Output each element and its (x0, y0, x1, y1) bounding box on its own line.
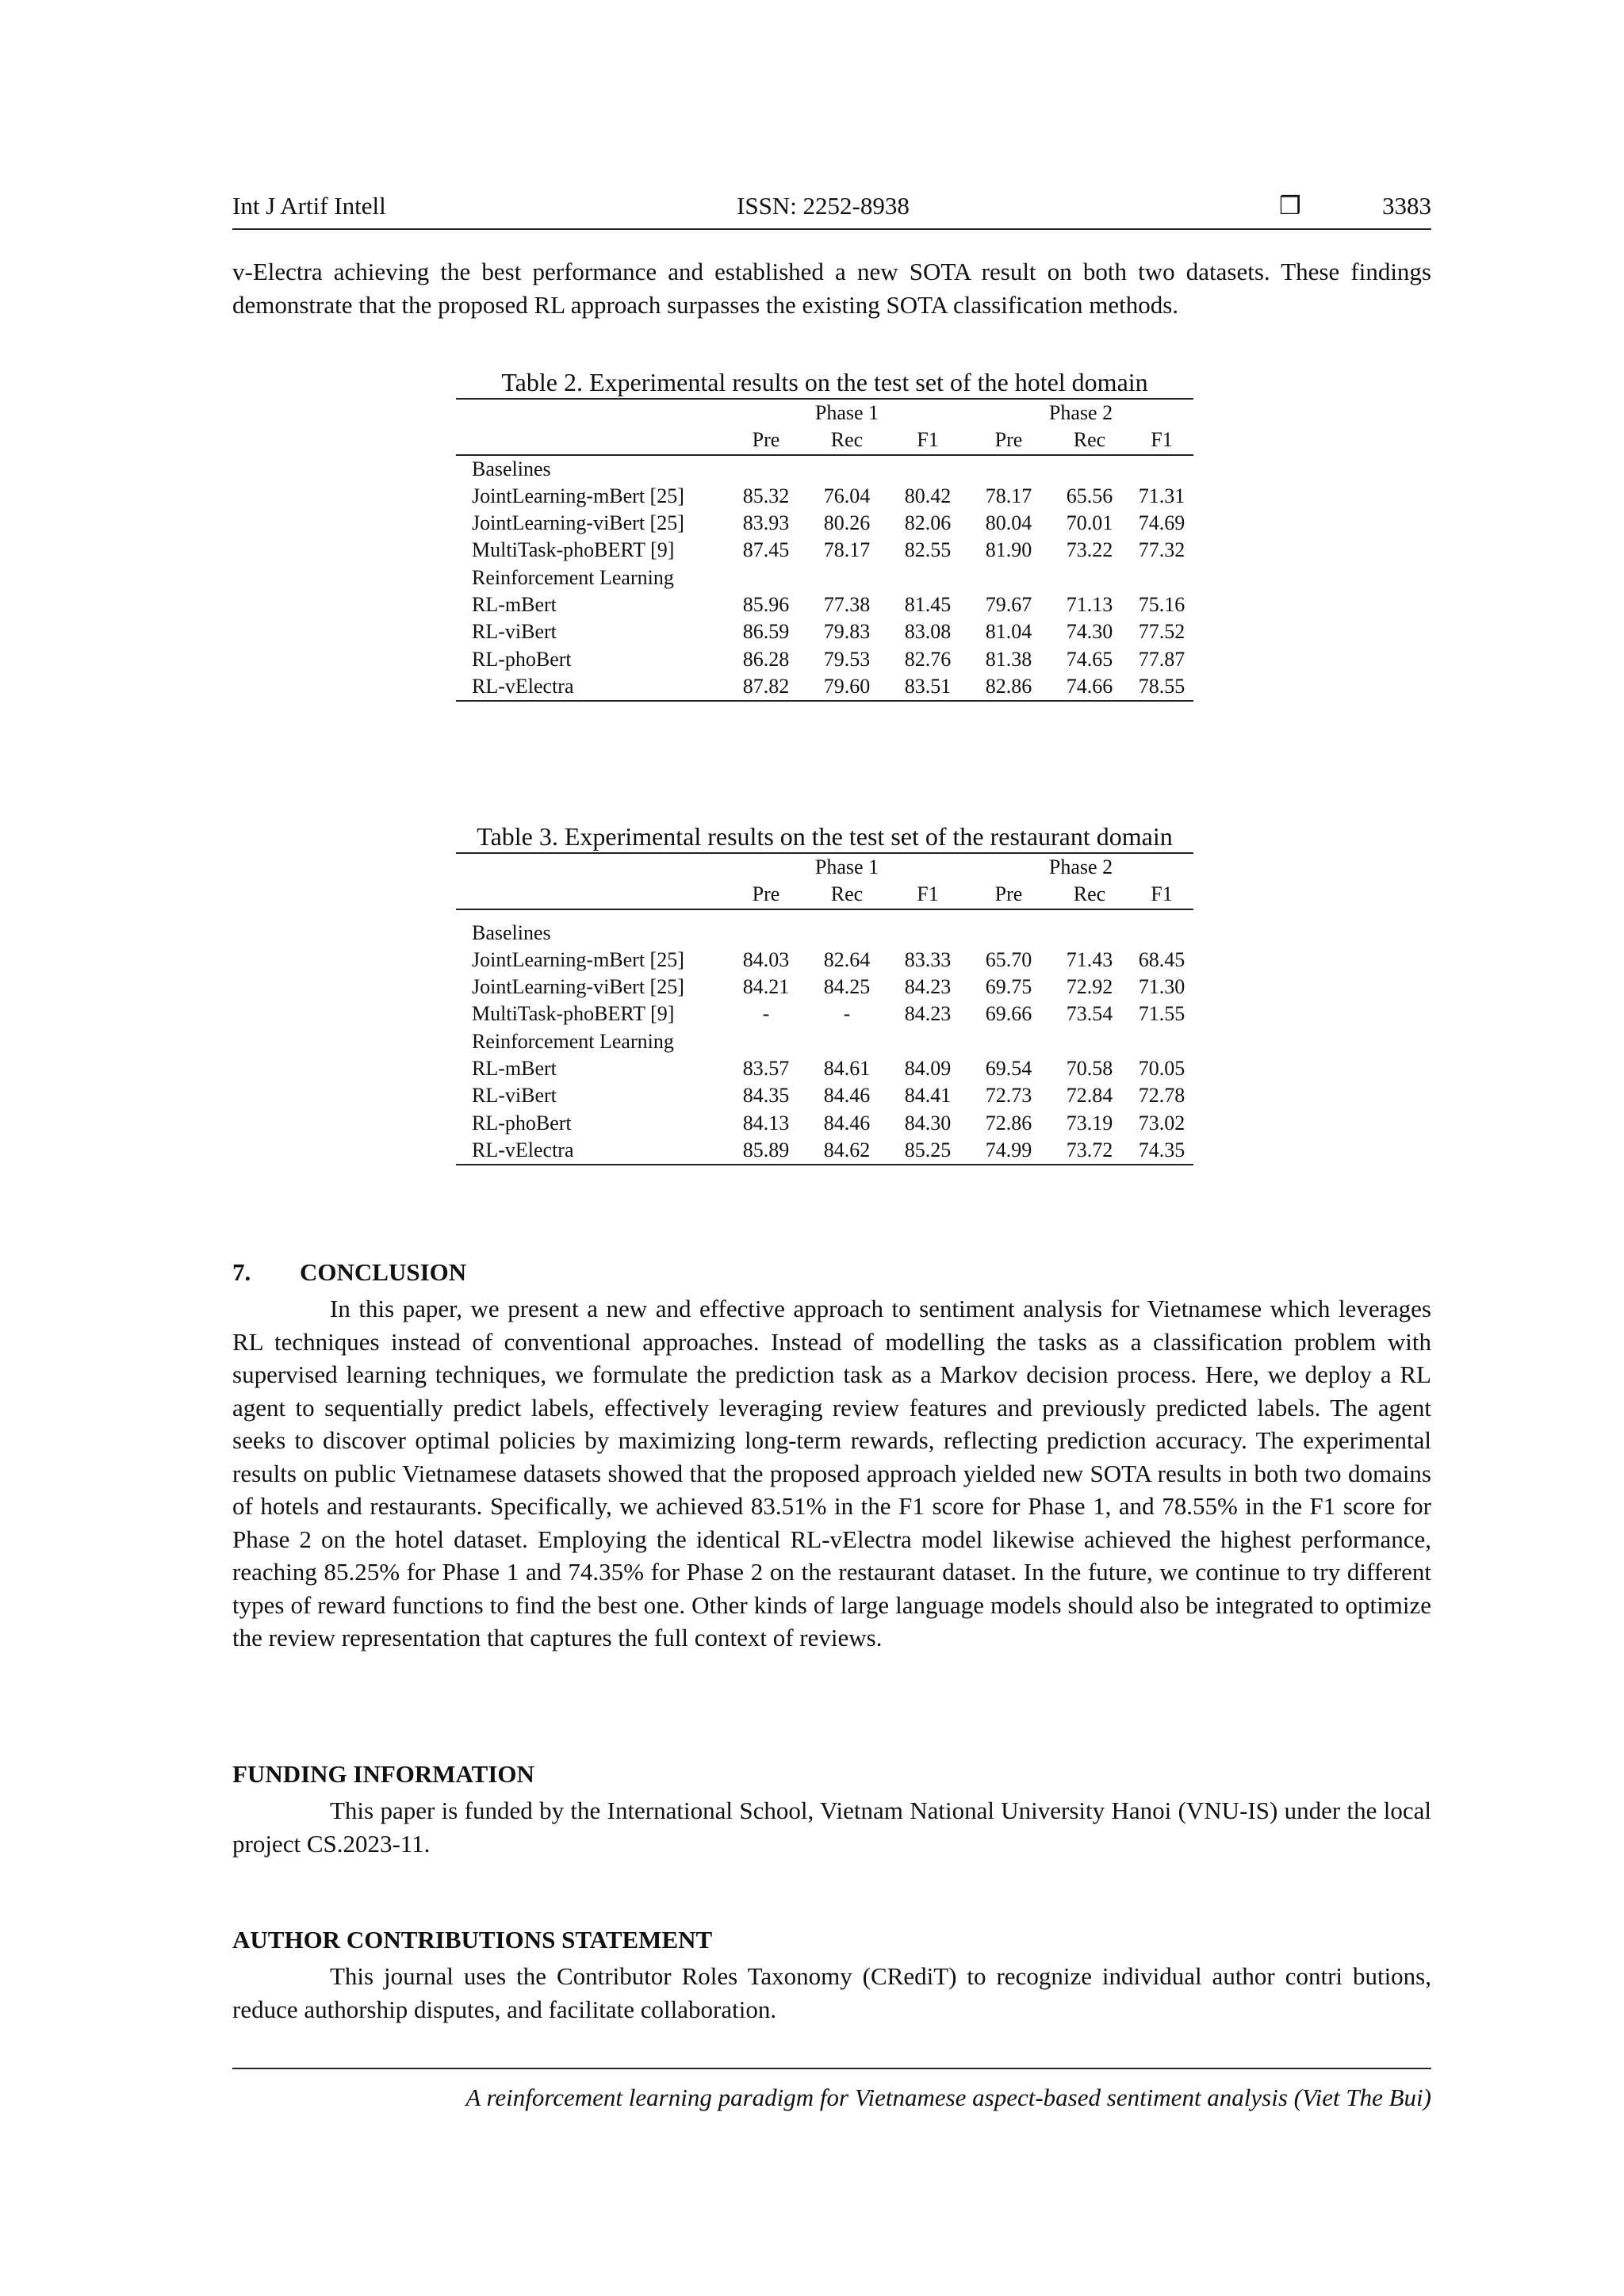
metric-cell: 84.46 (823, 1084, 871, 1108)
metric-cell: 70.01 (1066, 511, 1113, 535)
metric-cell: 84.30 (904, 1111, 952, 1135)
model-name: RL-viBert (472, 1084, 557, 1108)
metric-cell: 79.83 (823, 620, 871, 644)
table-row (456, 947, 1193, 974)
metric-cell: 83.93 (742, 511, 790, 535)
table-row (456, 1137, 1193, 1165)
metric-cell: 73.19 (1066, 1111, 1113, 1135)
metric-cell: 85.25 (887, 1137, 968, 1165)
metric-cell: 81.90 (985, 538, 1032, 562)
metric-cell: 69.54 (985, 1057, 1032, 1081)
metric-cell: 83.33 (904, 947, 952, 971)
column-header: Pre (726, 881, 806, 909)
metric-cell: 81.04 (985, 620, 1032, 644)
metric-cell: 84.13 (742, 1111, 790, 1135)
metric-cell: 75.16 (1138, 593, 1185, 617)
table-2-grid (456, 398, 1193, 702)
metric-cell: 79.53 (823, 647, 871, 671)
table-2-column-row (456, 427, 1193, 454)
page-number: 3383 (1382, 192, 1431, 220)
table-2-phase1-header: Phase 1 (726, 399, 968, 427)
metric-cell: 84.09 (904, 1057, 952, 1081)
metric-cell: 85.32 (742, 484, 790, 507)
model-name: MultiTask-phoBERT [9] (472, 1002, 675, 1026)
table-row (456, 618, 1193, 645)
table-row (456, 591, 1193, 618)
metric-cell: 84.35 (742, 1084, 790, 1108)
metric-cell: 65.56 (1066, 484, 1113, 507)
group-row (456, 920, 1193, 947)
metric-cell: 87.82 (726, 673, 806, 701)
metric-cell: 86.59 (742, 620, 790, 644)
metric-cell: 79.60 (806, 673, 887, 701)
group-label: Reinforcement Learning (472, 1029, 674, 1053)
metric-cell: 77.32 (1138, 538, 1185, 562)
metric-cell: 69.66 (985, 1002, 1032, 1026)
column-header: F1 (1130, 427, 1193, 454)
metric-cell: - (762, 1002, 770, 1026)
metric-cell: 71.13 (1066, 593, 1113, 617)
model-name: RL-mBert (472, 593, 557, 617)
table-3-body (456, 909, 1193, 1165)
table-3-phase2-header: Phase 2 (968, 853, 1193, 881)
table-row (456, 974, 1193, 1001)
model-name: RL-phoBert (472, 1111, 572, 1135)
metric-cell: 72.84 (1066, 1084, 1113, 1108)
metric-cell: 81.45 (904, 593, 952, 617)
metric-cell: 69.75 (985, 975, 1032, 999)
column-header: Rec (1049, 881, 1130, 909)
model-name: RL-vElectra (456, 1137, 726, 1165)
metric-cell: 82.76 (904, 647, 952, 671)
column-header: F1 (887, 427, 968, 454)
metric-cell: 71.43 (1066, 947, 1113, 971)
model-name: RL-vElectra (456, 673, 726, 701)
metric-cell: 71.30 (1138, 975, 1185, 999)
group-label: Baselines (472, 457, 551, 480)
table-row (456, 1001, 1193, 1027)
metric-cell: 74.99 (968, 1137, 1049, 1165)
contributions-paragraph: This journal uses the Contributor Roles Taxonomy (CRediT) to recognize individual author contri butions, reduce authorship disputes, and facilitate collaboration. (232, 1962, 1431, 2023)
metric-cell: 84.03 (742, 947, 790, 971)
column-header: F1 (887, 881, 968, 909)
model-name: JointLearning-viBert [25] (472, 511, 684, 535)
issn: ISSN: 2252-8938 (737, 192, 910, 220)
metric-cell: 83.08 (904, 620, 952, 644)
metric-cell: 84.46 (823, 1111, 871, 1135)
box-icon: ❒ (1279, 192, 1301, 220)
model-name: RL-phoBert (472, 647, 572, 671)
table-2-phase2-header: Phase 2 (968, 399, 1193, 427)
section-title: CONCLUSION (300, 1258, 467, 1286)
metric-cell: 82.06 (904, 511, 952, 535)
table-row (456, 1055, 1193, 1082)
table-row (456, 646, 1193, 673)
column-header: Pre (726, 427, 806, 454)
metric-cell: 70.58 (1066, 1057, 1113, 1081)
table-2-body (456, 455, 1193, 702)
table-row (456, 673, 1193, 701)
group-row (456, 1028, 1193, 1055)
metric-cell: 84.41 (904, 1084, 952, 1108)
funding-paragraph: This paper is funded by the International School, Vietnam National University Hanoi (VNU-IS) under the local project CS.2023-11. (232, 1797, 1431, 1858)
intro-paragraph: v-Electra achieving the best performance and established a new SOTA result on both two datasets. These findings demonstrate that the proposed RL approach surpasses the existing SOTA classification methods. (232, 258, 1431, 319)
column-header: Rec (806, 881, 887, 909)
metric-cell: 73.22 (1066, 538, 1113, 562)
table-3-column-row (456, 881, 1193, 909)
metric-cell: 87.45 (742, 538, 790, 562)
group-row (456, 455, 1193, 483)
metric-cell: 83.51 (887, 673, 968, 701)
table-3-caption: Table 3. Experimental results on the test set of the restaurant domain (477, 822, 1173, 851)
spacer-row (456, 909, 1193, 920)
metric-cell: 74.66 (1049, 673, 1130, 701)
table-2 (456, 366, 1193, 702)
column-header: Rec (1049, 427, 1130, 454)
metric-cell: 71.31 (1138, 484, 1185, 507)
model-name: MultiTask-phoBERT [9] (472, 538, 675, 562)
metric-cell: 72.73 (985, 1084, 1032, 1108)
metric-cell: 84.25 (823, 975, 871, 999)
metric-cell: 84.61 (823, 1057, 871, 1081)
metric-cell: 78.55 (1130, 673, 1193, 701)
column-header: Pre (968, 881, 1049, 909)
metric-cell: 70.05 (1138, 1057, 1185, 1081)
metric-cell: 74.65 (1066, 647, 1113, 671)
conclusion-paragraph: In this paper, we present a new and effective approach to sentiment analysis for Vietnamese which leverages RL techniques instead of conventional approaches. Instead of modelling the tasks as a classification problem with supervised learning techniques, we formulate the prediction task as a Markov decision process. Here, we deploy a RL agent to sequentially predict labels, effectively leveraging review features and previously predicted labels. The agent seeks to discover optimal policies by maximizing long-term rewards, reflecting prediction accuracy. The experimental results on public Vietnamese datasets showed that the proposed approach yielded new SOTA results in both two domains of hotels and restaurants. Specifically, we achieved 83.51% in the F1 score for Phase 1, and 78.55% in the F1 score for Phase 2 on the hotel dataset. Employing the identical RL-vElectra model likewise achieved the highest performance, reaching 85.25% for Phase 1 and 74.35% for Phase 2 on the restaurant dataset. In the future, we continue to try different types of reward functions to find the best one. Other kinds of large language models should also be integrated to optimize the review representation that captures the full context of reviews. (232, 1295, 1431, 1651)
metric-cell: 81.38 (985, 647, 1032, 671)
metric-cell: 82.55 (904, 538, 952, 562)
section-number: 7. (232, 1258, 251, 1286)
table-3-grid (456, 852, 1193, 1165)
metric-cell: 73.54 (1066, 1002, 1113, 1026)
metric-cell: 71.55 (1138, 1002, 1185, 1026)
running-footer: A reinforcement learning paradigm for Vietnamese aspect-based sentiment analysis (Viet The Bui) (465, 2084, 1431, 2111)
table-2-caption: Table 2. Experimental results on the test set of the hotel domain (501, 368, 1148, 396)
model-name: JointLearning-viBert [25] (472, 975, 684, 999)
metric-cell: 85.96 (742, 593, 790, 617)
column-header: Rec (806, 427, 887, 454)
metric-cell: 82.64 (823, 947, 871, 971)
running-header (232, 189, 1431, 230)
metric-cell: 77.52 (1138, 620, 1185, 644)
table-3 (456, 821, 1193, 1165)
metric-cell: 84.62 (806, 1137, 887, 1165)
metric-cell: 80.42 (904, 484, 952, 507)
table-row (456, 1110, 1193, 1137)
model-name: JointLearning-mBert [25] (472, 484, 684, 507)
metric-cell: 82.86 (968, 673, 1049, 701)
metric-cell: 78.17 (823, 538, 871, 562)
metric-cell: 65.70 (985, 947, 1032, 971)
conclusion-heading (232, 1257, 466, 1288)
journal-name: Int J Artif Intell (232, 192, 386, 220)
metric-cell: 74.30 (1066, 620, 1113, 644)
footer-rule (232, 2068, 1431, 2069)
metric-cell: 72.92 (1066, 975, 1113, 999)
group-label: Reinforcement Learning (472, 565, 674, 589)
metric-cell: 86.28 (742, 647, 790, 671)
model-name: JointLearning-mBert [25] (472, 947, 684, 971)
metric-cell: 80.04 (985, 511, 1032, 535)
table-row (456, 537, 1193, 564)
metric-cell: 80.26 (823, 511, 871, 535)
metric-cell: 78.17 (985, 484, 1032, 507)
table-2-phase-row (456, 399, 1193, 427)
metric-cell: 72.86 (985, 1111, 1032, 1135)
metric-cell: 84.23 (904, 975, 952, 999)
metric-cell: 79.67 (985, 593, 1032, 617)
metric-cell: 84.21 (742, 975, 790, 999)
table-3-phase1-header: Phase 1 (726, 853, 968, 881)
metric-cell: 77.87 (1138, 647, 1185, 671)
column-header: Pre (968, 427, 1049, 454)
metric-cell: 72.78 (1138, 1084, 1185, 1108)
table-3-phase-row (456, 853, 1193, 881)
table-row (456, 483, 1193, 510)
contributions-heading: AUTHOR CONTRIBUTIONS STATEMENT (232, 1926, 713, 1954)
metric-cell: 77.38 (823, 593, 871, 617)
metric-cell: 84.23 (904, 1002, 952, 1026)
metric-cell: 73.72 (1049, 1137, 1130, 1165)
group-label: Baselines (472, 920, 551, 944)
metric-cell: 76.04 (823, 484, 871, 507)
metric-cell: 73.02 (1138, 1111, 1185, 1135)
column-header: F1 (1130, 881, 1193, 909)
metric-cell: 85.89 (726, 1137, 806, 1165)
table-row (456, 510, 1193, 537)
metric-cell: 74.35 (1130, 1137, 1193, 1165)
metric-cell: - (843, 1002, 851, 1026)
table-row (456, 1082, 1193, 1109)
model-name: RL-viBert (472, 620, 557, 644)
metric-cell: 74.69 (1138, 511, 1185, 535)
metric-cell: 83.57 (742, 1057, 790, 1081)
metric-cell: 68.45 (1138, 947, 1185, 971)
funding-heading: FUNDING INFORMATION (232, 1760, 534, 1788)
group-row (456, 564, 1193, 591)
model-name: RL-mBert (472, 1057, 557, 1081)
